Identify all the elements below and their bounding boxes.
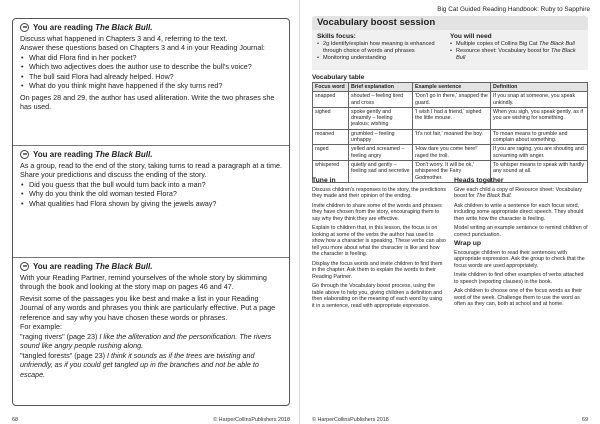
you-will-need	[450, 33, 583, 67]
heads-together-column	[454, 178, 588, 311]
session-overview-box	[312, 30, 588, 70]
copyright: © HarperCollinsPublishers 2018	[312, 417, 389, 423]
heading-prefix: You are reading	[33, 23, 93, 32]
example-explanation: I think it sounds as if the trees are twisting and unfriendly, as if you could get tangled up in the branches and not be able to escape.	[20, 350, 259, 379]
table-cell: quietly and gently – feeling sad and secretive	[349, 160, 413, 182]
section-heading	[20, 262, 282, 272]
heading-book-title: The Black Bull.	[95, 150, 153, 159]
heads-together-paragraph: Ask children to write a sentence for each focus word, including some appropriate direct speech. They should then write how the character is feeling.	[454, 202, 584, 222]
table-cell: 'Don't go in there,' snapped the guard.	[413, 92, 491, 108]
question-item: • Why do you think the old woman tested Flora?	[20, 189, 282, 199]
session-title: Vocabulary boost session	[312, 16, 588, 30]
tune-in-paragraph: Display the focus words and invite children to find them in the chapter. Ask them to explain the words to their Reading Partner.	[312, 260, 443, 280]
table-header-row	[313, 83, 588, 92]
table-cell: To moan means to grumble and complain about something.	[491, 129, 588, 145]
section-intro: As a group, read to the end of the story, taking turns to read a paragraph at a time.	[20, 160, 282, 170]
table-row	[313, 107, 588, 129]
question-item: • Which two adjectives does the author use to describe the bull's voice?	[20, 62, 282, 72]
table-cell: grumbled – feeling unhappy	[349, 129, 413, 145]
question-item: • What do you think might have happened if the sky turns red?	[20, 81, 282, 91]
heading-prefix: You are reading	[33, 150, 93, 159]
table-row	[313, 145, 588, 161]
owl-icon	[20, 262, 29, 271]
question-list	[20, 53, 282, 91]
vocab-table-title: Vocabulary table	[312, 74, 365, 81]
reading-section-chapters-3-4	[13, 19, 289, 145]
skills-focus-heading: Skills focus:	[317, 33, 356, 40]
section-instruction: Answer these questions based on Chapters 3 and 4 in your Reading Journal:	[20, 43, 265, 52]
example-explanation: I like the alliteration and the personification. The rivers sound like angry people rushing along.	[20, 331, 272, 350]
column-header: Example sentence	[413, 83, 491, 92]
table-cell: When you sigh, you speak gently, as if you are wishing for something.	[491, 107, 588, 129]
wrap-up-paragraph: Ask children to choose one of the focus words as their word of the week. Challenge them to use the word as often as they can, both at school and at home.	[454, 288, 583, 307]
column-header: Definition	[491, 83, 588, 92]
table-cell: yelled and screamed – feeling angry	[349, 145, 413, 161]
table-cell: 'How dare you come here!' raged the troll.	[413, 145, 491, 161]
section-paragraph: With your Reading Partner, remind yourselves of the whole story by skimming through the book and looking at the story map on pages 46 and 47.	[20, 272, 267, 291]
reading-activities-frame	[12, 18, 290, 406]
section-heading	[20, 23, 282, 33]
table-cell: moaned	[313, 129, 349, 145]
section-intro: Discuss what happened in Chapters 3 and 4, referring to the text.	[20, 33, 228, 43]
owl-icon	[20, 150, 29, 159]
page-number: 68	[12, 417, 18, 423]
question-list	[20, 180, 282, 209]
wrap-up-paragraph: Encourage children to read their sentences with appropriate expression. Ask the group to check that the focus words are used appropriately.	[454, 249, 585, 269]
tune-in-column	[312, 178, 446, 312]
copyright: © HarperCollinsPublishers 2018	[213, 417, 290, 423]
table-cell: spoke gently and dreamily – feeling jealous; wishing	[349, 107, 413, 129]
table-cell: If you are raging, you are shouting and screaming with anger.	[491, 145, 588, 161]
column-header: Focus word	[313, 83, 349, 92]
table-cell: If you snap at someone, you speak unkindly.	[491, 92, 588, 108]
question-item: • What qualities had Flora shown by giving the jewels away?	[20, 199, 282, 209]
skills-focus-item: • Monitoring understanding	[317, 55, 446, 62]
running-header: Big Cat Guided Reading Handbook: Ruby to Sapphire	[437, 6, 590, 13]
table-cell: 'Don't worry. It will be ok,' whispered the Fairy Godmother.	[413, 160, 491, 182]
wrap-up-heading: Wrap up	[454, 240, 482, 247]
question-item: • The bull said Flora had already helped. How?	[20, 72, 282, 82]
wrap-up-paragraph: Invite children to find other examples of verbs attached to speech (reporting clauses) in the book.	[454, 272, 584, 285]
skills-focus-item: • 2g Identify/explain how meaning is enhanced through choice of words and phrases	[317, 41, 446, 55]
table-cell: 'It's not fair,' moaned the boy.	[413, 129, 491, 145]
heads-together-heading: Heads together	[454, 177, 504, 184]
question-item: • What did Flora find in her pocket?	[20, 53, 282, 63]
skills-focus	[317, 33, 450, 67]
heading-book-title: The Black Bull.	[95, 262, 153, 271]
you-will-need-item: • Multiple copies of Collins Big Cat The Black Bull	[450, 41, 579, 48]
example-item	[20, 351, 282, 380]
section-heading	[20, 150, 282, 160]
owl-icon	[20, 23, 29, 32]
heading-book-title: The Black Bull.	[95, 23, 153, 32]
tune-in-paragraph: Discuss children's responses to the story, the predictions they made and their opinion of the ending.	[312, 186, 446, 199]
example-label: For example:	[20, 322, 62, 331]
section-paragraph: Revisit some of the passages you like best and make a list in your Reading Journal of any words and phrases you think are particularly effective. Put a page reference and say why you have chosen these words or phrases.	[20, 293, 276, 322]
table-cell: whispered	[313, 160, 349, 182]
question-item: • Did you guess that the bull would turn back into a man?	[20, 180, 282, 190]
example-quote: "raging rivers" (page 23)	[20, 331, 100, 341]
tune-in-heading: Tune in	[312, 177, 336, 184]
vocabulary-table	[312, 82, 588, 183]
example-quote: "tangled forests" (page 23)	[20, 350, 108, 360]
table-cell: raged	[313, 145, 349, 161]
you-will-need-item: • Resource sheet: Vocabulary boost for The Black Bull	[450, 48, 579, 62]
table-cell: To whisper means to speak with hardly any sound at all.	[491, 160, 588, 182]
column-header: Brief explanation	[349, 83, 413, 92]
table-cell: sighed	[313, 107, 349, 129]
table-cell: 'I wish I had a friend,' sighed the little mouse.	[413, 107, 491, 129]
section-instruction: Share your predictions and discuss the ending of the story.	[20, 170, 207, 179]
table-cell: shouted – feeling tired and cross	[349, 92, 413, 108]
example-item	[20, 332, 282, 351]
section-closing: On pages 28 and 29, the author has used alliteration. Write the two phrases she has used.	[20, 92, 275, 111]
table-row	[313, 92, 588, 108]
tune-in-paragraph: Go through the Vocabulary boost process, using the table above to help you, giving children a definition and then elaborating on the meaning of each word by using it in a sentence, read with appropriate expression.	[312, 283, 443, 309]
table-row	[313, 129, 588, 145]
heads-together-paragraph: Give each child a copy of Resource sheet: Vocabulary boost for The Black Bull.	[454, 186, 583, 199]
tune-in-paragraph: Invite children to share some of the words and phrases they have chosen from the story, encouraging them to say why they think they are effective.	[312, 202, 442, 222]
you-will-need-heading: You will need	[450, 33, 492, 40]
right-page	[300, 0, 600, 424]
table-cell: snapped	[313, 92, 349, 108]
reading-section-ending	[13, 145, 289, 257]
reading-section-revisit	[13, 257, 289, 406]
page-number: 69	[582, 417, 588, 423]
tune-in-paragraph: Explain to children that, in this lesson, the focus is on looking at some of the verbs the author has used to show how a character is speaking. These verbs can also tell you more about what the character is like and how the character is feeling.	[312, 225, 446, 257]
heads-together-paragraph: Model writing an example sentence to remind children of correct punctuation.	[454, 225, 588, 238]
heading-prefix: You are reading	[33, 262, 93, 271]
